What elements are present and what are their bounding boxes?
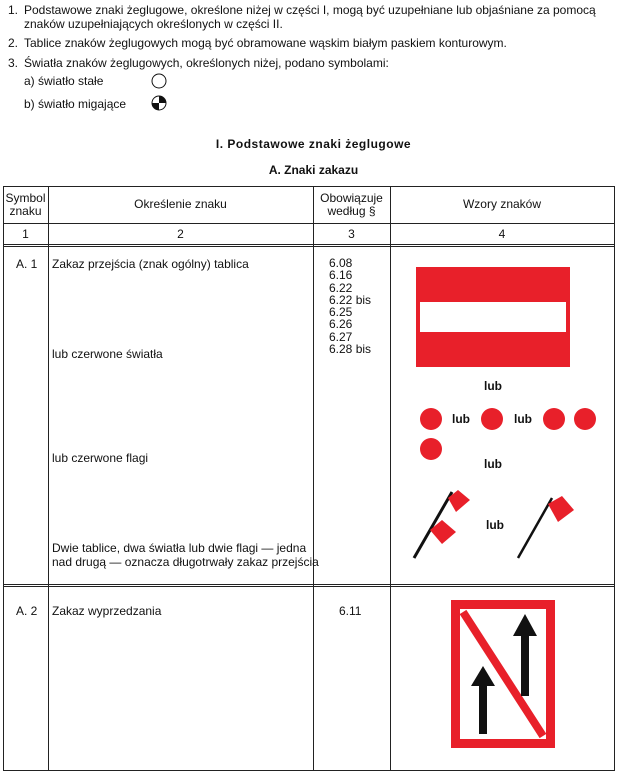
- row-a1-references: [329, 257, 371, 355]
- reference: 6.22: [329, 280, 353, 295]
- or-label: lub: [484, 379, 502, 393]
- reference: 6.11: [339, 604, 362, 618]
- legend-flashing-light-label: b) światło migające: [24, 97, 127, 111]
- col-number-2: 2: [177, 227, 184, 241]
- row-a1-symbol: A. 1: [16, 257, 38, 271]
- col-number-4: 4: [498, 227, 506, 241]
- intro-item1-line1: Podstawowe znaki żeglugowe, określone niżej w części I, mogą być uzupełniane lub objaśniane za pomocą: [24, 3, 596, 17]
- reference: 6.26: [329, 317, 353, 332]
- header-description: Określenie znaku: [134, 197, 227, 211]
- header-reference-line2: według §: [327, 204, 376, 218]
- flashing-light-icon: [151, 95, 167, 111]
- or-label: lub: [484, 457, 502, 471]
- intro-item2-line1: Tablice znaków żeglugowych mogą być obramowane wąskim białym paskiem konturowym.: [24, 36, 507, 50]
- reference: 6.16: [329, 268, 353, 283]
- red-light-icon: [420, 408, 442, 430]
- reference: 6.27: [329, 329, 353, 344]
- row-a1-description: Zakaz przejścia (znak ogólny) tablica: [52, 257, 249, 271]
- reference: 6.08: [329, 256, 353, 270]
- row-a1-note-line2: nad drugą — oznacza długotrwały zakaz przejścia: [52, 555, 319, 569]
- row-a2-symbol: A. 2: [16, 604, 38, 618]
- intro-item3-line1: Światła znaków żeglugowych, określonych niżej, podano symbolami:: [24, 56, 389, 70]
- header-reference-line1: Obowiązuje: [320, 191, 383, 205]
- red-light-icon: [574, 408, 596, 430]
- intro-item1-line2: znaków uzupełniających określonych w części II.: [24, 17, 283, 31]
- single-red-flag-icon: [512, 492, 578, 562]
- red-light-icon: [543, 408, 565, 430]
- or-label: lub: [452, 412, 470, 426]
- intro-item2-number: 2.: [8, 36, 19, 50]
- subsection-title: A. Znaki zakazu: [268, 163, 359, 177]
- reference: 6.28 bis: [329, 342, 372, 357]
- row-a1-flags: lub czerwone flagi: [52, 451, 149, 465]
- section-title: I. Podstawowe znaki żeglugowe: [215, 137, 412, 151]
- row-a1-note-line1: Dwie tablice, dwa światła lub dwie flagi — jedna: [52, 541, 307, 555]
- red-light-icon: [481, 408, 503, 430]
- no-overtaking-sign: [451, 600, 555, 748]
- intro-item1-number: 1.: [8, 3, 19, 17]
- prohibition-board-sign: [416, 267, 570, 367]
- header-symbol: [3, 192, 48, 218]
- steady-light-icon: [151, 73, 167, 89]
- col-number-3: 3: [348, 227, 355, 241]
- red-light-icon: [420, 438, 442, 460]
- header-symbol-line2: znaku: [9, 204, 42, 218]
- or-label: lub: [514, 412, 532, 426]
- or-label: lub: [486, 518, 504, 532]
- header-patterns: Wzory znaków: [462, 197, 542, 211]
- reference: 6.25: [329, 305, 353, 320]
- row-a1-lights: lub czerwone światła: [52, 347, 163, 361]
- col-number-1: 1: [22, 227, 29, 241]
- row-a2-description: Zakaz wyprzedzania: [52, 604, 162, 618]
- white-stripe: [420, 302, 566, 332]
- reference: 6.22 bis: [329, 292, 372, 307]
- intro-item3-number: 3.: [8, 56, 19, 70]
- legend-steady-light-label: a) światło stałe: [24, 74, 104, 88]
- header-symbol-line1: Symbol: [5, 191, 46, 205]
- double-red-flag-icon: [408, 486, 478, 562]
- header-reference: [313, 192, 390, 218]
